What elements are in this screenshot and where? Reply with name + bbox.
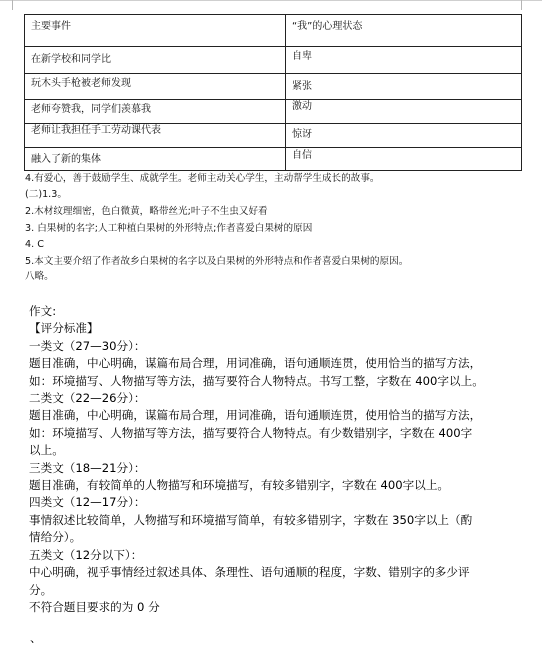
- mood-cell: 紧张: [286, 74, 522, 100]
- grade-text-line: 如：环境描写、人物描写等方法，描写要符合人物特点。书写工整，字数在 400字以上。: [29, 373, 484, 388]
- answer-line: 3. 白果树的名字;人工种植白果树的外形特点;作者喜爱白果树的原因: [25, 223, 313, 234]
- mood-cell: 激动: [286, 100, 522, 124]
- grade-text-line: 情给分）。: [29, 530, 82, 545]
- table-header-row: [25, 15, 522, 47]
- table-row: [25, 124, 522, 148]
- margin-mark-left: [12, 0, 13, 10]
- event-cell: 在新学校和同学比: [25, 47, 286, 74]
- event-cell: 老师让我担任手工劳动课代表: [25, 124, 286, 148]
- answer-line: 4.有爱心，善于鼓励学生、成就学生。老师主动关心学生，主动帮学生成长的故事。: [25, 173, 380, 184]
- event-cell: 玩木头手枪被老师发现: [25, 74, 286, 100]
- answer-line: (二)1.3。: [25, 189, 67, 200]
- answer-line: 八略。: [25, 271, 54, 282]
- header-cell-mood: “我”的心理状态: [286, 15, 522, 47]
- event-cell: 融入了新的集体: [25, 148, 286, 171]
- event-cell: 老师夸赞我，同学们羡慕我: [25, 100, 286, 124]
- table-row: [25, 100, 522, 124]
- answer-line: 5.本文主要介绍了作者故乡白果树的名字以及白果树的外形特点和作者喜爱白果树的原因。: [25, 256, 409, 267]
- grade-label: 三类文（18—21分）：: [29, 460, 146, 475]
- table-row: [25, 148, 522, 171]
- grade-text-line: 分。: [29, 582, 53, 597]
- table-row: [25, 74, 522, 100]
- grade-label: 二类文（22—26分）：: [29, 391, 146, 406]
- page-top-border: [0, 0, 542, 1]
- grade-label: 四类文（12—17分）：: [29, 495, 146, 510]
- grade-text-line: 题目准确，有较简单的人物描写和环境描写，有较多错别字，字数在 400字以上。: [29, 478, 450, 493]
- grade-text-line: 事情叙述比较简单，人物描写和环境描写简单，有较多错别字，字数在 350字以上（酌: [29, 512, 473, 527]
- grade-label: 五类文（12分以下）：: [29, 547, 143, 562]
- criteria-heading: 【评分标准】: [29, 321, 99, 336]
- grade-label: 一类文（27—30分）：: [29, 338, 146, 353]
- header-cell-event: 主要事件: [25, 15, 286, 47]
- final-note: 不符合题目要求的为 0 分: [29, 599, 160, 614]
- mood-cell: 惊讶: [286, 124, 522, 148]
- grade-text-line: 如：环境描写、人物描写等方法，描写要符合人物特点。有少数错别字，字数在 400字: [29, 425, 473, 440]
- trailing-mark: 、: [30, 631, 42, 645]
- answer-line: 2.木材纹理细密，色白微黄，略带丝光;叶子不生虫又好看: [25, 206, 268, 217]
- events-mood-table: [24, 14, 522, 171]
- grade-text-line: 题目准确，中心明确，谋篇布局合理，用词准确，语句通顺连贯，使用恰当的描写方法，: [29, 408, 482, 423]
- essay-title: 作文:: [29, 304, 57, 318]
- margin-mark-right: [521, 0, 522, 10]
- grade-text-line: 中心明确，视乎事情经过叙述具体、条理性、语句通顺的程度，字数、错别字的多少评: [29, 565, 470, 580]
- mood-cell: 自卑: [286, 47, 522, 74]
- answer-line: 4. C: [25, 239, 44, 250]
- mood-cell: 自信: [286, 148, 522, 171]
- table-row: [25, 47, 522, 74]
- grade-text-line: 题目准确，中心明确，谋篇布局合理，用词准确，语句通顺连贯，使用恰当的描写方法，: [29, 356, 482, 371]
- essay-section: [29, 303, 484, 616]
- grade-text-line: 以上。: [29, 443, 64, 458]
